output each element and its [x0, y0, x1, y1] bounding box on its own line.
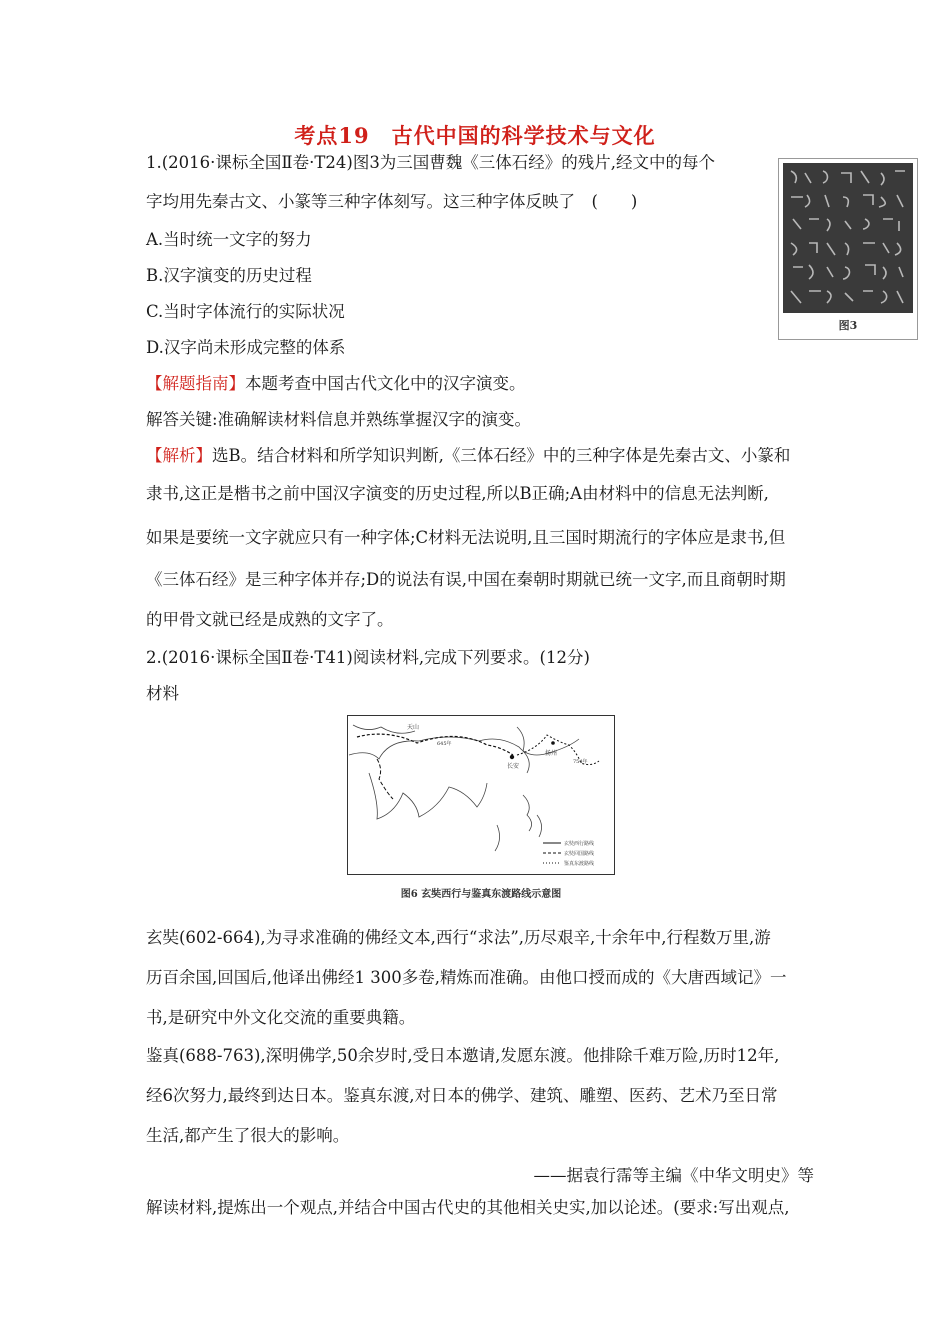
map-label-yangzhou: 扬州 [545, 750, 558, 757]
stone-rubbing-image [783, 163, 913, 313]
q1-analysis-line-2: 隶书,这正是楷书之前中国汉字演变的历史过程,所以B正确;A由材料中的信息无法判断, [146, 484, 769, 503]
map-label-changan: 长安 [507, 763, 520, 770]
q1-analysis-line-4: 《三体石经》是三种字体并存;D的说法有误,中国在秦朝时期就已统一文字,而且商朝时期 [146, 570, 786, 589]
map-label-year-754: 754年 [573, 759, 588, 765]
stone-classic-figure [778, 158, 918, 340]
analysis-tag: 【解析】 [146, 446, 212, 465]
q2-task-line: 解读材料,提炼出一个观点,并结合中国古代史的其他相关史实,加以论述。(要求:写出观点, [146, 1198, 790, 1217]
q1-analysis-line-3: 如果是要统一文字就应只有一种字体;C材料无法说明,且三国时期流行的字体应是隶书,但 [146, 528, 786, 547]
q1-key-line: 解答关键:准确解读材料信息并熟练掌握汉字的演变。 [146, 410, 532, 429]
q2-para-line-6: 生活,都产生了很大的影响。 [146, 1126, 350, 1145]
q1-option-c: C.当时字体流行的实际状况 [146, 302, 345, 321]
q1-guide [146, 374, 526, 394]
q2-para-line-5: 经6次努力,最终到达日本。鉴真东渡,对日本的佛学、建筑、雕塑、医药、艺术乃至日常 [146, 1086, 778, 1105]
legend-jianzhen-east: 鉴真东渡路线 [564, 861, 595, 867]
legend-xuanzang-west: 玄奘西行路线 [564, 841, 595, 847]
figure-3-caption: 图3 [838, 319, 858, 332]
map-label-tianshan: 天山 [407, 724, 420, 731]
title-topic-name: 古代中国的科学技术与文化 [391, 123, 656, 148]
q1-stem-line-1: 1.(2016·课标全国Ⅱ卷·T24)图3为三国曹魏《三体石经》的残片,经文中的每个 [146, 153, 716, 172]
q2-para-line-1: 玄奘(602-664),为寻求准确的佛经文本,西行“求法”,历尽艰辛,十余年中,行程数万里,游 [146, 928, 771, 947]
analysis-text-1: 选B。结合材料和所学知识判断,《三体石经》中的三种字体是先秦古文、小篆和 [212, 446, 791, 465]
q1-stem-line-2: 字均用先秦古文、小篆等三种字体刻写。这三种字体反映了 ( ) [146, 192, 638, 211]
q1-option-d: D.汉字尚未形成完整的体系 [146, 338, 346, 357]
q1-analysis-line-5: 的甲骨文就已经是成熟的文字了。 [146, 610, 394, 629]
route-map [347, 715, 615, 875]
stone-rubbing-glyphs [783, 163, 913, 313]
q1-option-a: A.当时统一文字的努力 [146, 230, 312, 249]
guide-tag: 【解题指南】 [146, 374, 245, 393]
map-label-year-645: 645年 [437, 741, 452, 747]
q1-analysis-line-1 [146, 446, 790, 466]
q2-source: ——据袁行霈等主编《中华文明史》等 [533, 1166, 814, 1185]
page-title [0, 120, 950, 150]
figure-6-caption: 图6 玄奘西行与鉴真东渡路线示意图 [400, 889, 562, 900]
q2-material-label: 材料 [146, 684, 179, 703]
q2-para-line-4: 鉴真(688-763),深明佛学,50余岁时,受日本邀请,发愿东渡。他排除千难万险,历时12年, [146, 1046, 780, 1065]
title-topic-number: 考点19 [294, 123, 370, 148]
legend-xuanzang-return: 玄奘回国路线 [564, 851, 595, 857]
q2-para-line-2: 历百余国,回国后,他译出佛经1 300多卷,精炼而准确。由他口授而成的《大唐西域记》一 [146, 968, 787, 987]
q1-option-b: B.汉字演变的历史过程 [146, 266, 312, 285]
guide-text: 本题考查中国古代文化中的汉字演变。 [245, 374, 526, 393]
q2-stem-line: 2.(2016·课标全国Ⅱ卷·T41)阅读材料,完成下列要求。(12分) [146, 648, 590, 667]
q2-para-line-3: 书,是研究中外文化交流的重要典籍。 [146, 1008, 416, 1027]
